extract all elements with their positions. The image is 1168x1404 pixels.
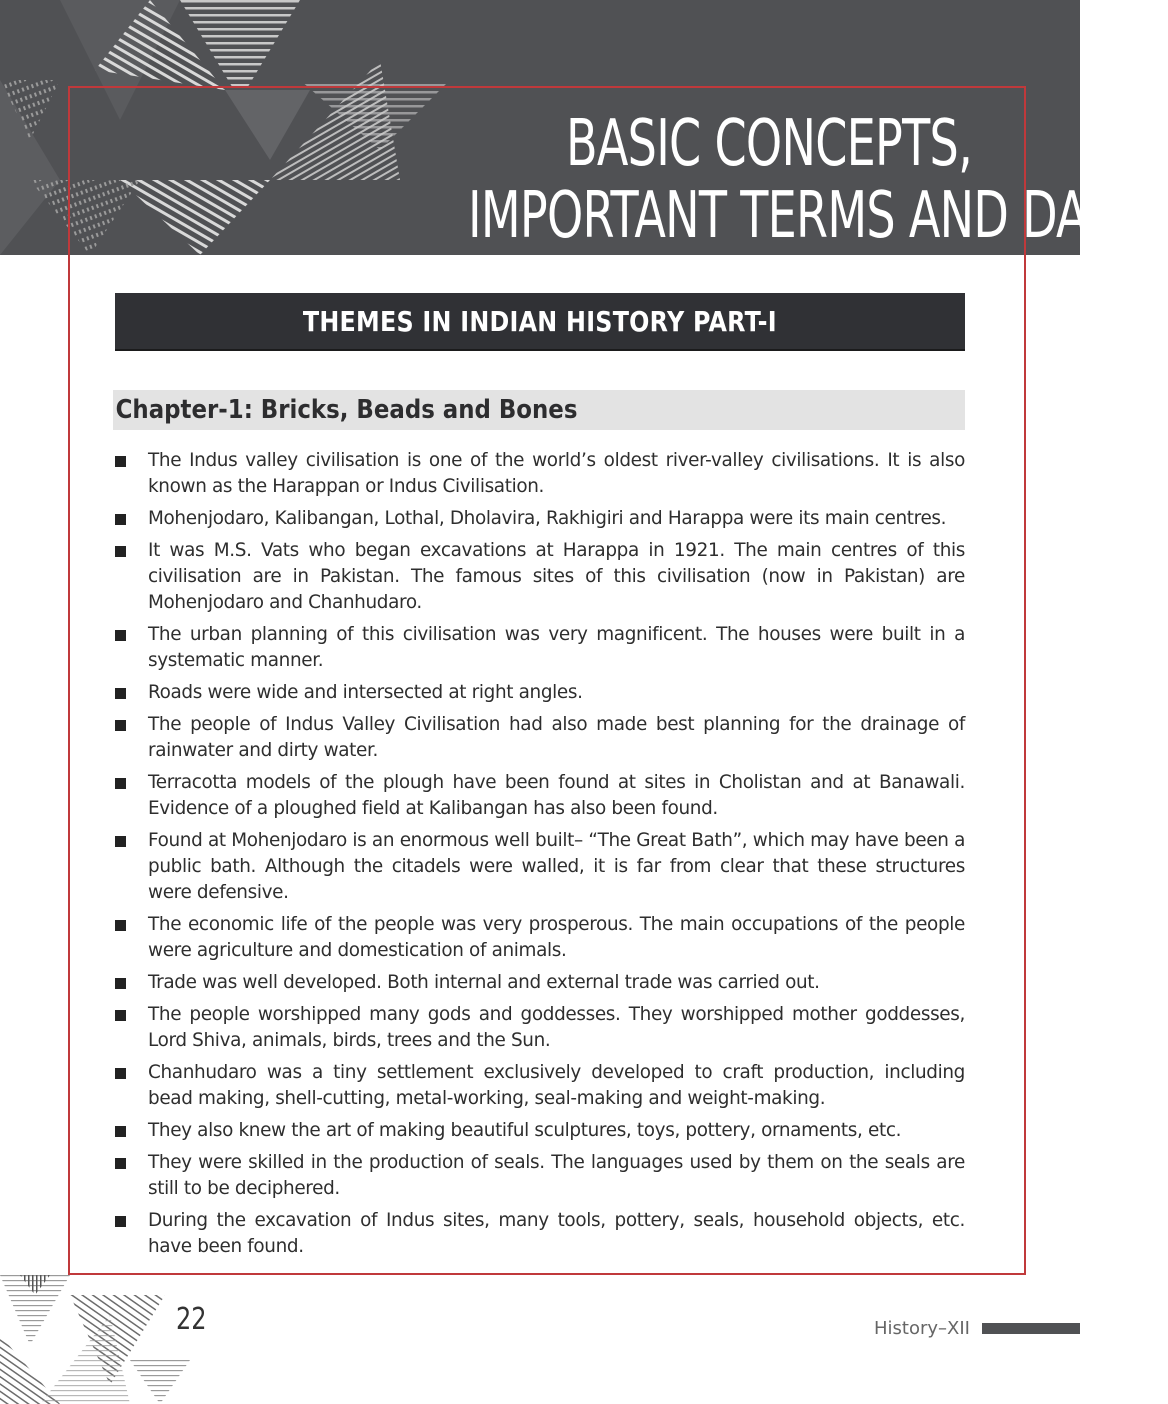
list-item [115,1118,965,1144]
list-item-text: Terracotta models of the plough have been found at sites in Cholistan and at Banawali. Evidence of a ploughed field at Kalibangan has also been found. [148,772,965,819]
list-item [115,448,965,500]
square-bullet-icon [115,514,126,525]
list-item-text: It was M.S. Vats who began excavations at Harappa in 1921. The main centres of this civilisation are in Pakistan. The famous sites of this civilisation (now in Pakistan) are Mohenjodaro and Chanhudaro. [148,540,965,613]
list-item-text: They also knew the art of making beautiful sculptures, toys, pottery, ornaments, etc. [148,1120,902,1141]
square-bullet-icon [115,688,126,699]
list-item [115,1060,965,1112]
geometric-pattern-decoration [0,0,460,255]
footer-rule [982,1323,1080,1334]
chapter-heading: Chapter-1: Bricks, Beads and Bones [115,395,578,425]
list-item-text: During the excavation of Indus sites, many tools, pottery, seals, household objects, etc. have been found. [148,1210,965,1257]
section-heading-bar [115,293,965,351]
list-item-text: The Indus valley civilisation is one of the world’s oldest river-valley civilisations. It is also known as the Harappan or Indus Civilisation. [148,450,965,497]
page-title-line-1: BASIC CONCEPTS, [565,107,972,181]
square-bullet-icon [115,1010,126,1021]
square-bullet-icon [115,836,126,847]
list-item [115,770,965,822]
list-item-text: Found at Mohenjodaro is an enormous well built– “The Great Bath”, which may have been a public bath. Although the citadels were walled, it is far from clear that these structures were defensive. [148,830,965,903]
list-item [115,712,965,764]
square-bullet-icon [115,1158,126,1169]
list-item [115,1002,965,1054]
list-item [115,506,965,532]
chapter-heading-bar [113,390,965,430]
square-bullet-icon [115,546,126,557]
footer-pattern-decoration [0,1275,200,1404]
square-bullet-icon [115,778,126,789]
square-bullet-icon [115,456,126,467]
list-item-text: Roads were wide and intersected at right angles. [148,682,583,703]
list-item [115,912,965,964]
list-item-text: The economic life of the people was very prosperous. The main occupations of the people were agriculture and domestication of animals. [148,914,965,961]
list-item-text: The urban planning of this civilisation was very magnificent. The houses were built in a systematic manner. [148,624,965,671]
list-item-text: The people of Indus Valley Civilisation had also made best planning for the drainage of rainwater and dirty water. [148,714,965,761]
square-bullet-icon [115,720,126,731]
page-title [467,107,1168,253]
square-bullet-icon [115,630,126,641]
square-bullet-icon [115,978,126,989]
list-item-text: The people worshipped many gods and goddesses. They worshipped mother goddesses, Lord Shiva, animals, birds, trees and the Sun. [148,1004,965,1051]
list-item-text: They were skilled in the production of seals. The languages used by them on the seals are still to be deciphered. [148,1152,965,1199]
list-item [115,680,965,706]
square-bullet-icon [115,1068,126,1079]
list-item-text: Trade was well developed. Both internal and external trade was carried out. [148,972,820,993]
list-item [115,1208,965,1260]
list-item-text: Mohenjodaro, Kalibangan, Lothal, Dholavira, Rakhigiri and Harappa were its main centres. [148,508,947,529]
list-item [115,828,965,906]
list-item-text: Chanhudaro was a tiny settlement exclusively developed to craft production, including bead making, shell-cutting, metal-working, seal-making and weight-making. [148,1062,965,1109]
page-number: 22 [176,1302,207,1337]
list-item [115,622,965,674]
square-bullet-icon [115,920,126,931]
square-bullet-icon [115,1126,126,1137]
running-footer-title: History–XII [874,1318,970,1339]
list-item [115,1150,965,1202]
square-bullet-icon [115,1216,126,1227]
list-item [115,970,965,996]
page-title-line-2: IMPORTANT TERMS AND DATES [467,179,1168,253]
list-item [115,538,965,616]
bullet-list [115,448,965,1266]
section-heading: THEMES IN INDIAN HISTORY PART-I [302,304,778,338]
